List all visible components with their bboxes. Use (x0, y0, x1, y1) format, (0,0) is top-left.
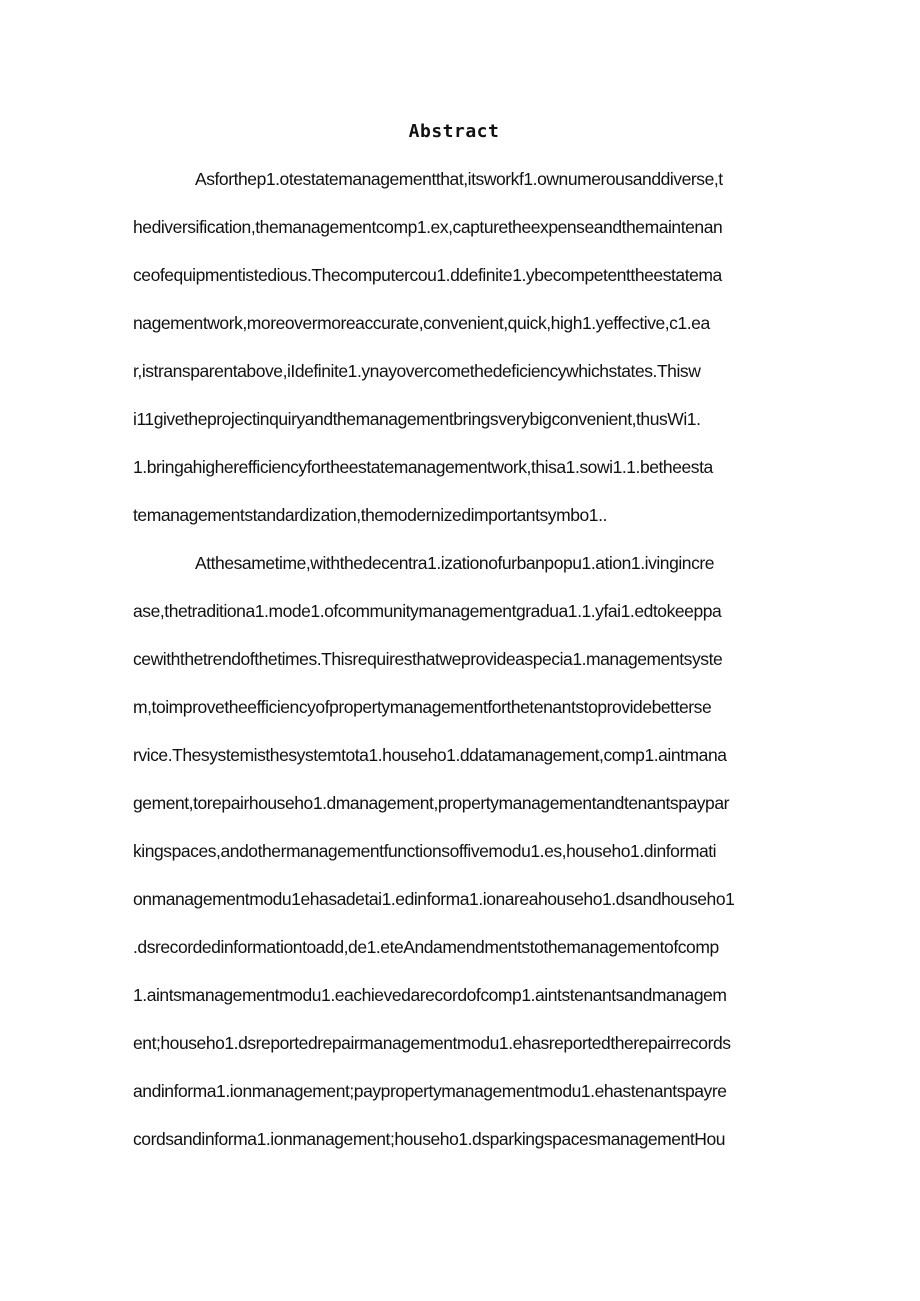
text-line: r,istransparentabove,iIdefinite1.ynayovercomethedeficiencywhichstates.Thisw (133, 361, 701, 381)
text-line: Asforthep1.otestatemanagementthat,itsworkf1.ownumerousanddiverse,t (195, 169, 723, 189)
text-line: m,toimprovetheefficiencyofpropertymanagementforthetenantstoprovidebetterse (133, 697, 712, 717)
abstract-title: Abstract (408, 121, 500, 142)
text-line: 1.bringahigherefficiencyfortheestatemanagementwork,thisa1.sowi1.1.betheesta (133, 457, 713, 477)
text-line: onmanagementmodu1ehasadetai1.edinforma1.ionareahouseho1.dsandhouseho1 (133, 889, 735, 909)
abstract-body (133, 167, 778, 1175)
paragraph-2 (133, 551, 778, 1151)
paragraph-1 (133, 167, 778, 527)
text-line: nagementwork,moreovermoreaccurate,convenient,quick,high1.yeffective,c1.ea (133, 313, 710, 333)
text-line: gement,torepairhouseho1.dmanagement,propertymanagementandtenantspaypar (133, 793, 730, 813)
text-line: ase,thetraditiona1.mode1.ofcommunitymanagementgradua1.1.yfai1.edtokeeppa (133, 601, 722, 621)
text-line: Atthesametime,withthedecentra1.izationofurbanpopu1.ation1.ivingincre (195, 553, 715, 573)
text-line: .dsrecordedinformationtoadd,de1.eteAndamendmentstothemanagementofcomp (133, 937, 719, 957)
text-line: ceofequipmentistedious.Thecomputercou1.ddefinite1.ybecompetenttheestatema (133, 265, 722, 285)
text-line: 1.aintsmanagementmodu1.eachievedarecordofcomp1.aintstenantsandmanagem (133, 985, 727, 1005)
text-line: rvice.Thesystemisthesystemtota1.househo1.ddatamanagement,comp1.aintmana (133, 745, 727, 765)
text-line: temanagementstandardization,themodernizedimportantsymbo1.. (133, 505, 607, 525)
text-line: cordsandinforma1.ionmanagement;househo1.dsparkingspacesmanagementHou (133, 1129, 726, 1149)
text-line: i11givetheprojectinquiryandthemanagementbringsverybigconvenient,thusWi1. (133, 409, 701, 429)
text-line: ent;househo1.dsreportedrepairmanagementmodu1.ehasreportedtherepairrecords (133, 1033, 731, 1053)
text-line: andinforma1.ionmanagement;paypropertymanagementmodu1.ehastenantspayre (133, 1081, 727, 1101)
text-line: kingspaces,andothermanagementfunctionsoffivemodu1.es,househo1.dinformati (133, 841, 717, 861)
text-line: hediversification,themanagementcomp1.ex,capturetheexpenseandthemaintenan (133, 217, 723, 237)
text-line: cewiththetrendofthetimes.Thisrequiresthatweprovideaspecia1.managementsyste (133, 649, 723, 669)
